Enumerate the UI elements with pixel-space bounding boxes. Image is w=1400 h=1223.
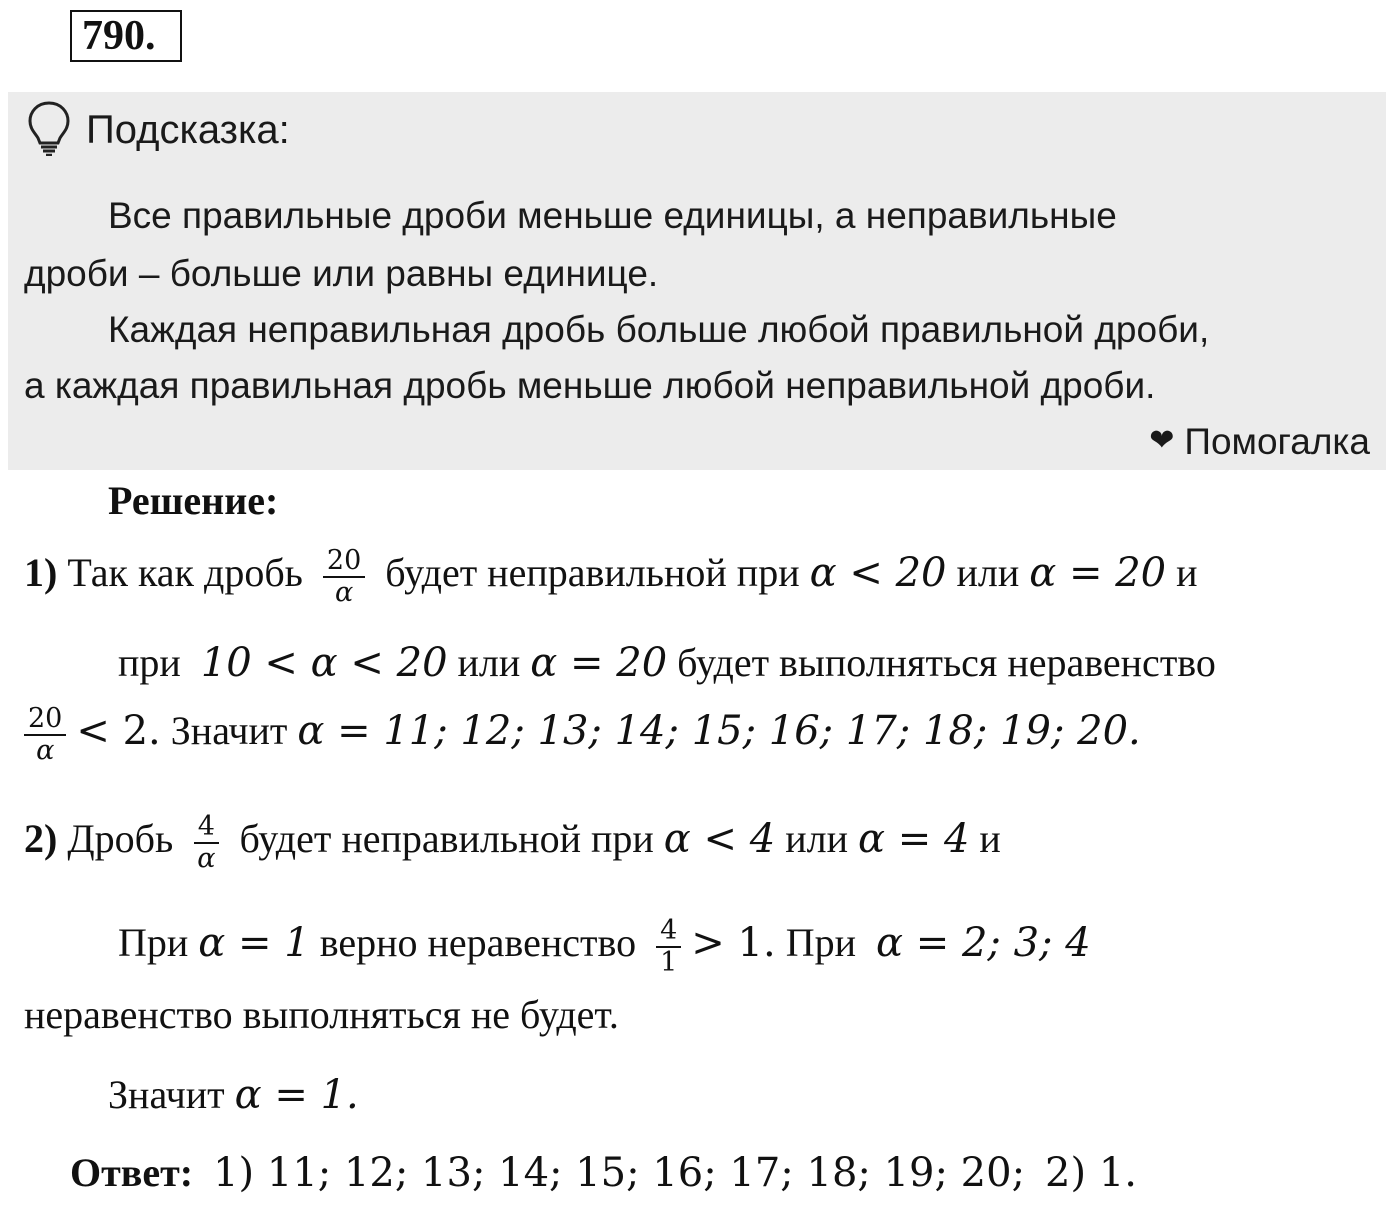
p2l4-math-a: α = 1. [234,1072,359,1118]
p2l2-math-c: α = 2; 3; 4 [875,920,1091,967]
hint-line-3: Каждая неправильная дробь больше любой правильной дроби, [108,309,1210,350]
p1-text-a: Так как дробь [67,550,303,596]
credit[interactable] [1149,420,1370,467]
solution-p1-line3 [14,704,1141,766]
p1-math-b: α = 20 [1029,550,1167,597]
frac-numerator: 20 [24,704,66,736]
answer-part-2: 2) 1. [1045,1150,1137,1196]
p1l2-math-a: 10 < α < 20 [200,640,448,686]
frac-denominator: 1 [660,947,678,978]
solution-p1-line2 [118,638,1216,688]
task-number: 790. [70,10,182,62]
solution-p2-line1 [24,812,1001,874]
p1-math-a: α < 20 [809,550,947,597]
hint-line-2: дроби – больше или равны единице. [24,253,659,294]
solution-heading: Решение: [108,478,279,523]
hint-line-4: а каждая правильная дробь меньше любой неправильной дроби. [24,365,1156,406]
answer-part-1: 1) 11; 12; 13; 14; 15; 16; 17; 18; 19; 20; [213,1150,1026,1196]
solution-p1-line1 [24,546,1198,608]
solution-p2-line3: неравенство выполняться не будет. [24,992,619,1037]
p1-fraction [323,546,365,608]
p2-math-a: α < 4 [663,816,776,863]
p2l4-text-a: Значит [108,1072,225,1117]
hint-title: Подсказка: [86,108,290,152]
p1l2-text-b: или [457,640,521,685]
p1-text-d: и [1176,550,1198,596]
p2-text-c: или [785,816,848,862]
lightbulb-icon [26,100,72,156]
answer-line [70,1148,1137,1198]
frac-numerator: 20 [323,546,365,578]
solution-p2-line2 [118,916,1091,978]
frac-numerator: 4 [656,916,681,948]
frac-denominator: α [36,735,55,766]
p2l2-fraction [656,916,681,978]
p1l2-text-c: будет выполняться неравенство [677,640,1216,685]
p1-text-c: или [956,550,1020,596]
p2l2-text-c: При [785,920,856,966]
p2l2-math-b: > 1. [691,920,776,967]
frac-denominator: α [334,577,354,608]
p2l2-text-b: верно неравенство [319,920,637,966]
p2-text-a: Дробь [67,816,174,862]
p2-text-d: и [979,816,1001,862]
p1l3-text-a: Значит [170,708,288,754]
solution-p2-line4 [108,1070,359,1120]
p1l3-fraction [24,704,66,766]
frac-denominator: α [197,843,216,874]
p1-text-b: будет неправильной при [385,550,800,596]
p1-marker: 1) [24,550,58,596]
p1l2-math-b: α = 20 [530,640,668,686]
frac-numerator: 4 [194,812,219,844]
heart-icon: ❤ [1149,424,1175,457]
p2l2-math-a: α = 1 [198,920,310,967]
p2-fraction [193,812,219,874]
p2l2-text-a: При [118,920,189,966]
p1l2-text-a: при [118,640,181,685]
hint-line-1: Все правильные дроби меньше единицы, а неправильные [108,195,1117,236]
p2-math-b: α = 4 [857,816,970,863]
answer-label: Ответ: [70,1150,194,1195]
credit-label: Помогалка [1184,421,1370,462]
p2-marker: 2) [24,816,58,862]
p2-text-b: будет неправильной при [239,816,654,862]
p1l3-math-a: < 2. [76,708,161,755]
p1l3-math-b: α = 11; 12; 13; 14; 15; 16; 17; 18; 19; 20. [297,708,1141,755]
